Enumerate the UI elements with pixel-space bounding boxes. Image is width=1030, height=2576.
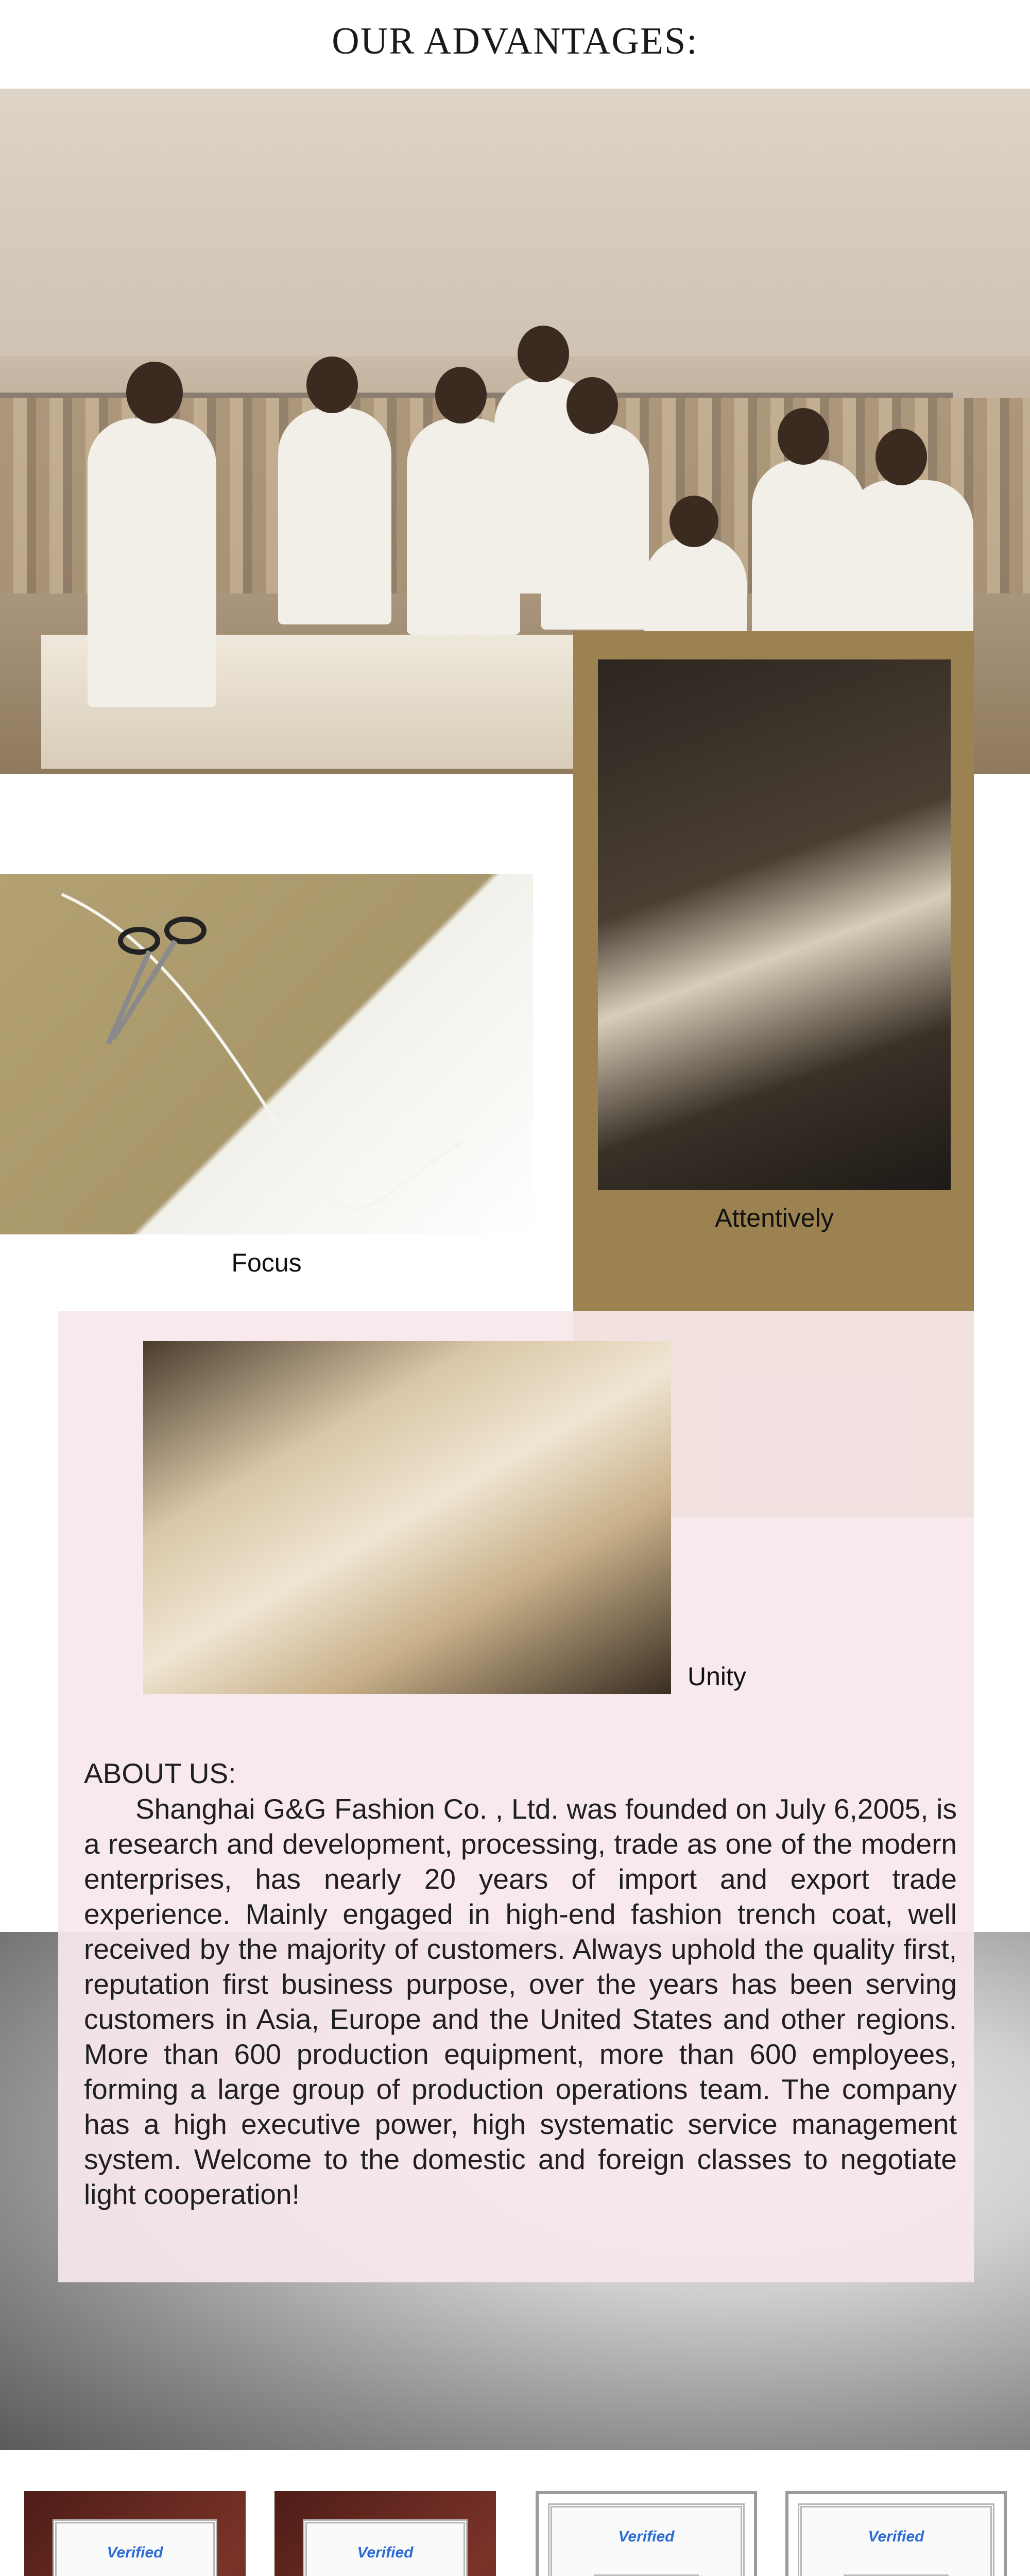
certificate-frame <box>24 2491 246 2576</box>
verified-badge: Verified <box>357 2544 414 2561</box>
scissors-icon <box>0 874 533 1234</box>
about-body <box>84 1791 957 2212</box>
about-heading: ABOUT US: <box>84 1757 236 1789</box>
team-member-head <box>670 496 718 547</box>
unity-photo <box>143 1341 671 1694</box>
team-member <box>541 423 649 630</box>
team-member <box>88 418 216 707</box>
workshop-wall <box>0 89 1030 357</box>
team-member-head <box>876 429 927 485</box>
team-member-head <box>306 357 358 413</box>
certificate-frame <box>785 2491 1007 2576</box>
attentively-label: Attentively <box>715 1204 834 1232</box>
attentively-photo <box>598 659 951 1190</box>
team-member-head <box>778 408 829 465</box>
certificate <box>53 2519 217 2576</box>
team-member-head <box>518 326 569 382</box>
verified-badge: Verified <box>868 2528 924 2545</box>
team-member-head <box>435 367 487 423</box>
certificate <box>303 2519 468 2576</box>
verified-badge: Verified <box>107 2544 163 2561</box>
page-title: OUR ADVANTAGES: <box>332 20 698 62</box>
about-body-text: Shanghai G&G Fashion Co. , Ltd. was founded on July 6,2005, is a research and development, processing, trade as one of the modern enterprises, has nearly 20 years of import and export trade experience. Mainly engaged in high-end fashion trench coat, well received by the majority of customers. Always uphold the quality first, reputation first business purpose, over the years has been serving customers in Asia, Europe and the United States and other regions. More than 600 production equipment, more than 600 employees, forming a large group of production operations team. The company has a high executive power, high systematic service management system. Welcome to the domestic and foreign classes to negotiate light cooperation! <box>84 1793 957 2210</box>
team-member-head <box>126 362 183 423</box>
verified-badge: Verified <box>618 2528 675 2545</box>
certificate-frame <box>536 2491 757 2576</box>
certificate <box>548 2503 745 2576</box>
focus-photo <box>0 874 533 1234</box>
team-member <box>278 408 391 624</box>
unity-label: Unity <box>688 1662 746 1691</box>
certificate <box>798 2503 994 2576</box>
focus-label: Focus <box>231 1248 302 1277</box>
certificate-frame <box>274 2491 496 2576</box>
team-member-head <box>566 377 618 434</box>
